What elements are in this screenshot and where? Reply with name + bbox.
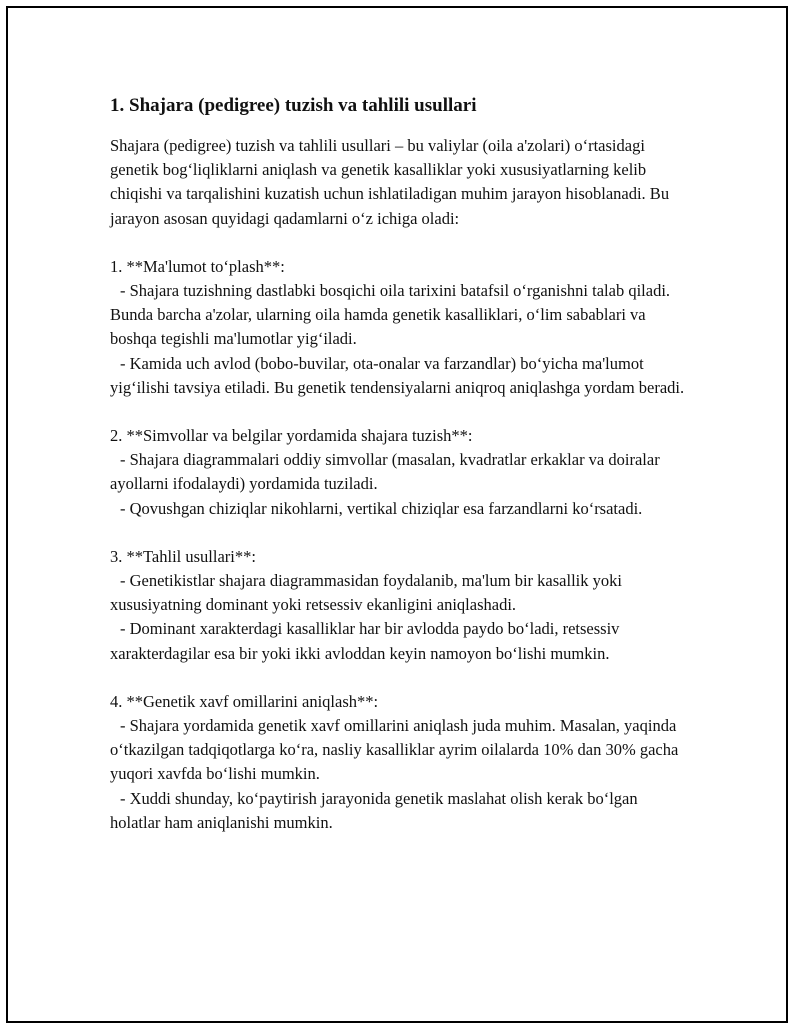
section-bullet: - Dominant xarakterdagi kasalliklar har bir avlodda paydo bo‘ladi, retsessiv xarakterdagilar esa bir yoki ikki avloddan keyin namoyon bo‘lishi mumkin. [110,619,620,663]
section-heading: 3. **Tahlil usullari**: [110,546,256,566]
section-symbols [110,424,690,521]
section-bullet: - Genetikistlar shajara diagrammasidan foydalanib, ma'lum bir kasallik yoki xususiyatning dominant yoki retsessiv ekanligini aniqlashadi. [110,571,622,615]
section-analysis-methods [110,545,690,666]
section-heading: 2. **Simvollar va belgilar yordamida shajara tuzish**: [110,426,473,446]
section-bullet: - Shajara tuzishning dastlabki bosqichi oila tarixini batafsil o‘rganishni talab qiladi. Bunda barcha a'zolar, ularning oila hamda genetik kasalliklari, o‘lim sabablari va boshqa tegishli ma'lumotlar yig‘iladi. [110,281,671,349]
document-title: 1. Shajara (pedigree) tuzish va tahlili usullari [110,95,477,116]
intro-paragraph: Shajara (pedigree) tuzish va tahlili usullari – bu valiylar (oila a'zolari) o‘rtasidagi genetik bog‘liqliklarni aniqlash va genetik kasalliklar yoki xususiyatlarning kelib chiqishi va tarqalishini kuzatish uchun ishlatiladigan muhim jarayon hisoblanadi. Bu jarayon asosan quyidagi qadamlarni o‘z ichiga oladi: [110,136,670,228]
section-bullet: - Shajara diagrammalari oddiy simvollar (masalan, kvadratlar erkaklar va doiralar ayollarni ifodalaydi) yordamida tuziladi. [110,450,660,494]
section-bullet: - Kamida uch avlod (bobo-buvilar, ota-onalar va farzandlar) bo‘yicha ma'lumot yig‘ilishi tavsiya etiladi. Bu genetik tendensiyalarni aniqroq aniqlashga yordam beradi. [110,353,685,397]
section-heading: 4. **Genetik xavf omillarini aniqlash**: [110,691,379,711]
section-data-collection [110,255,690,400]
section-bullet: - Shajara yordamida genetik xavf omillarini aniqlash juda muhim. Masalan, yaqinda o‘tkazilgan tadqiqotlarga ko‘ra, nasliy kasalliklar ayrim oilalarda 10% dan 30% gacha yuqori xavfda bo‘lishi mumkin. [110,716,679,784]
section-risk-factors [110,690,690,835]
document-content [110,92,690,835]
section-bullet: - Xuddi shunday, ko‘paytirish jarayonida genetik maslahat olish kerak bo‘lgan holatlar ham aniqlanishi mumkin. [110,788,638,832]
section-heading: 1. **Ma'lumot to‘plash**: [110,256,285,276]
section-bullet: - Qovushgan chiziqlar nikohlarni, vertikal chiziqlar esa farzandlarni ko‘rsatadi. [120,498,643,518]
